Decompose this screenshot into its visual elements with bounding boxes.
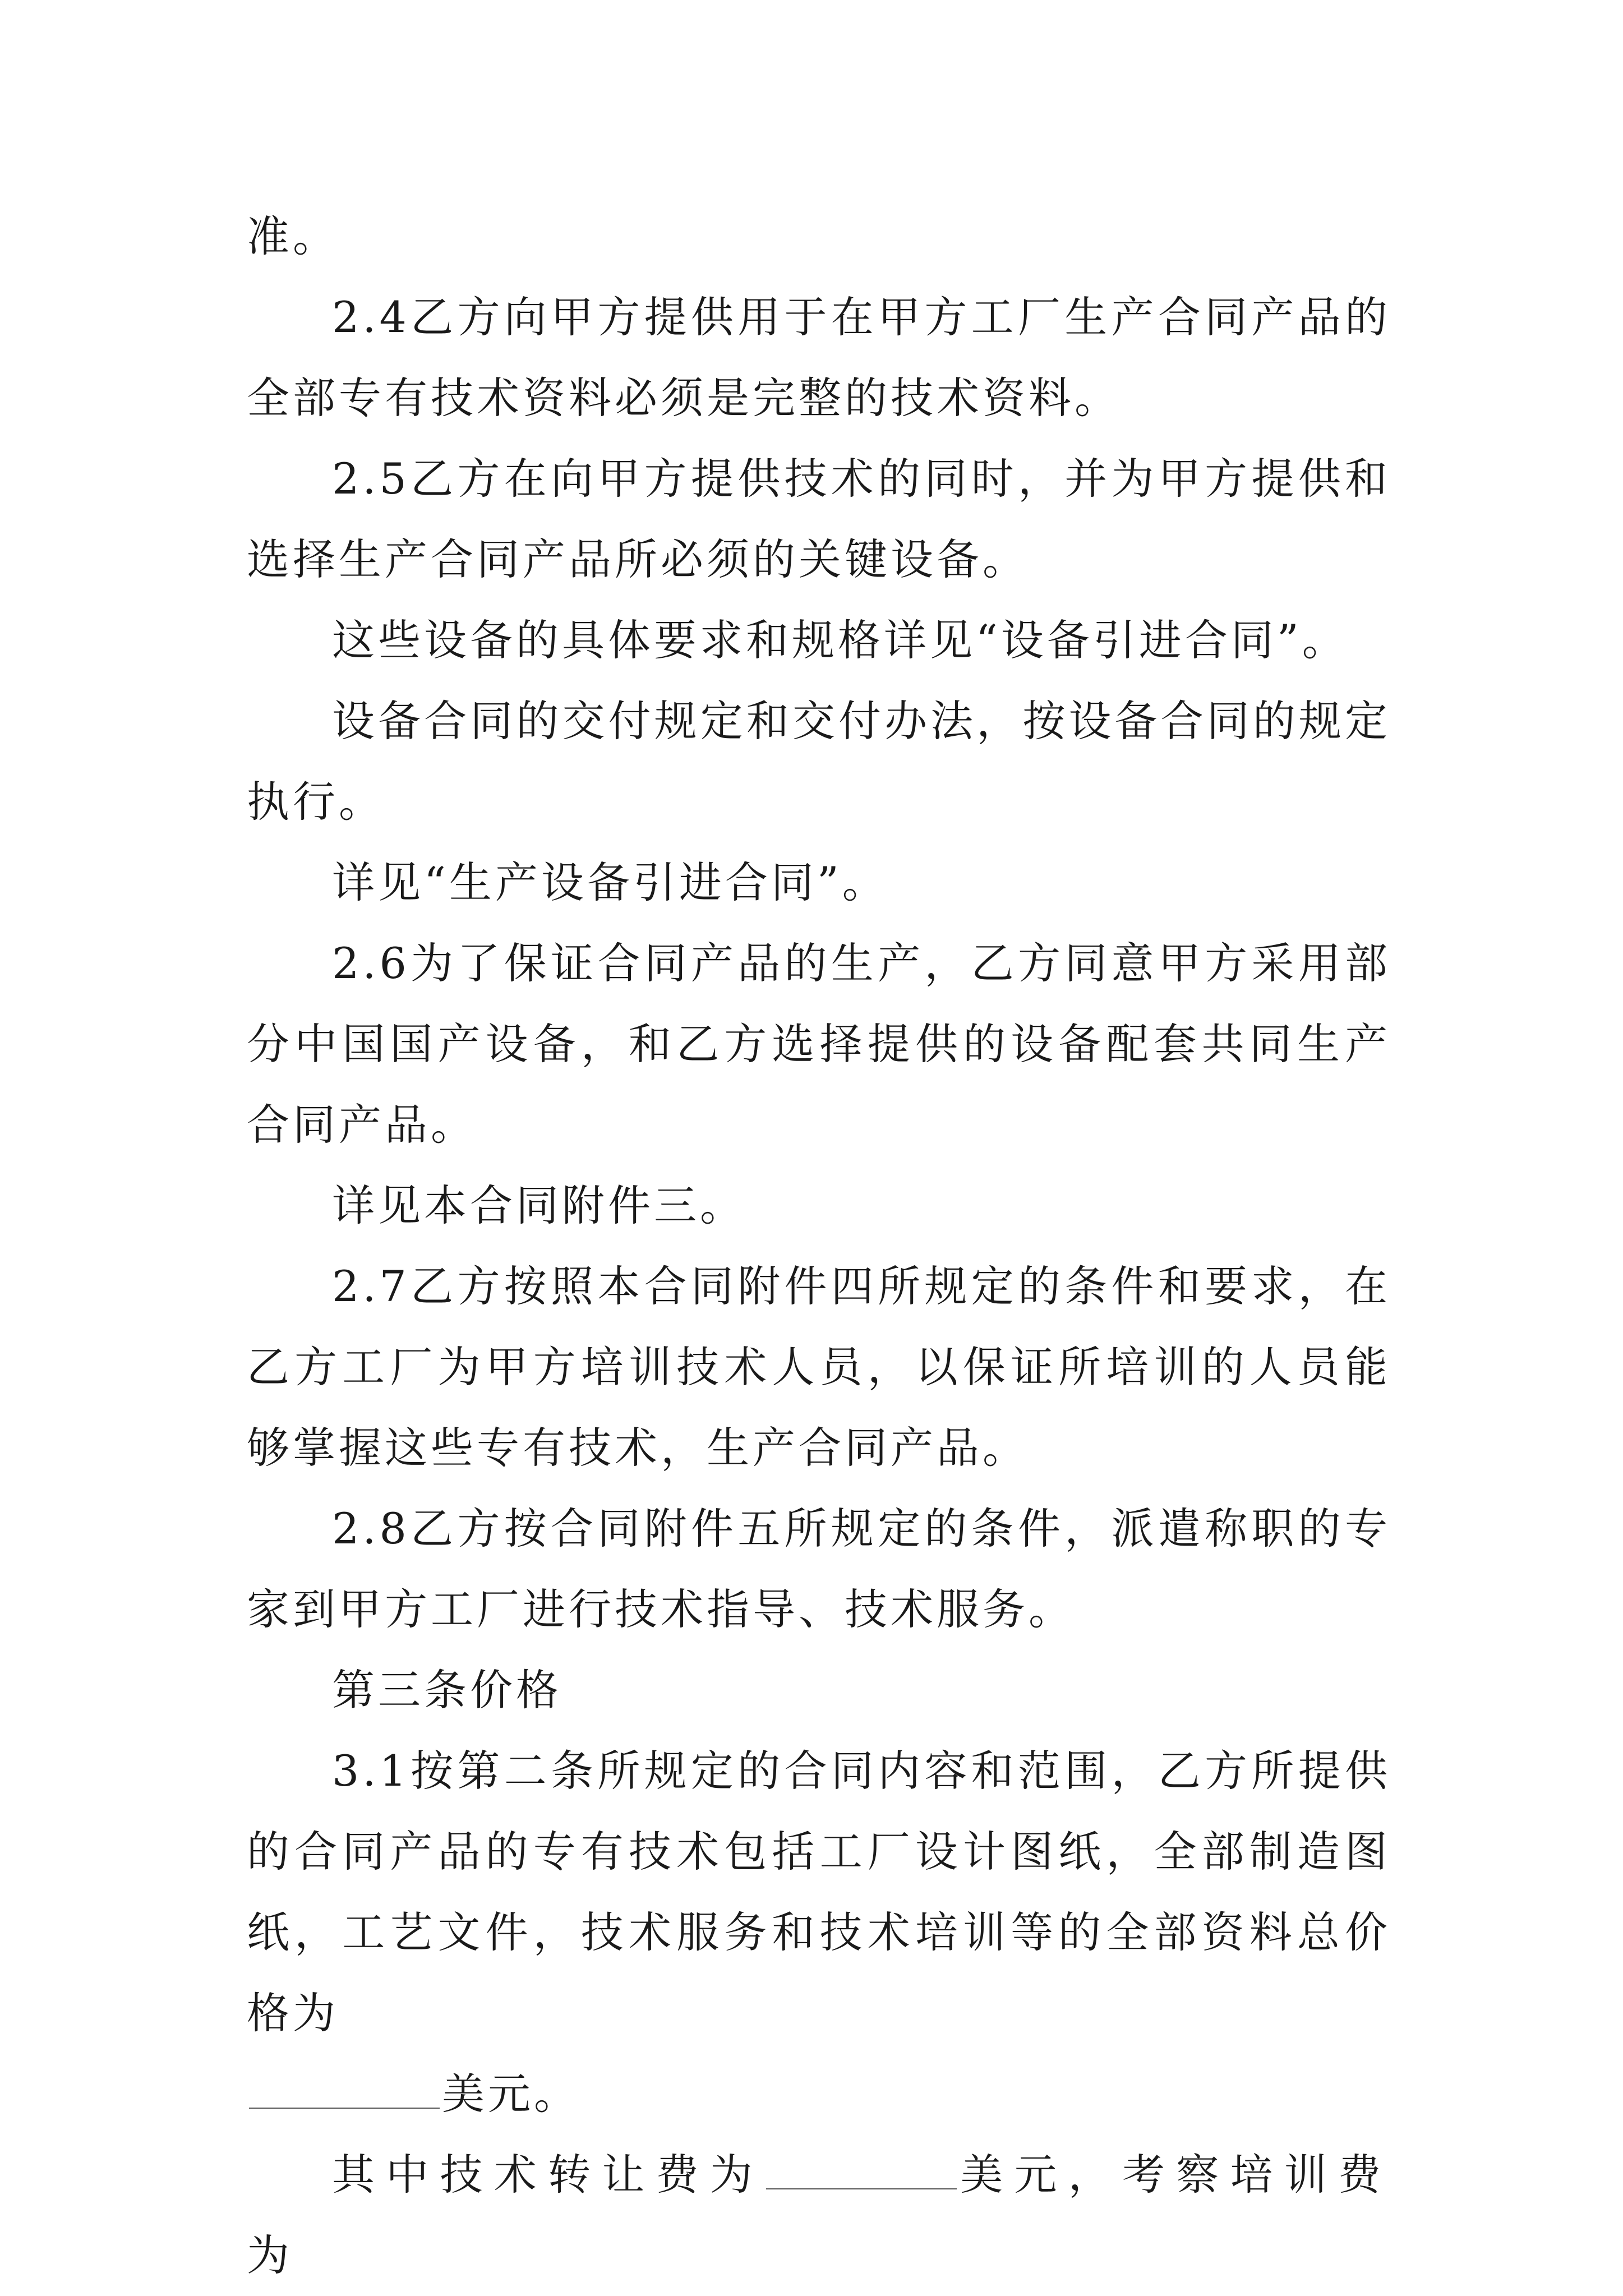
paragraph-2-6: 2.6为了保证合同产品的生产，乙方同意甲方采用部分中国国产设备，和乙方选择提供的设备配套共同生产合同产品。	[247, 938, 1391, 1150]
paragraph: 详见“生产设备引进合同”。	[332, 857, 888, 907]
price-unit: 美元。	[442, 2069, 580, 2119]
paragraph-3-1: 3.1按第二条所规定的合同内容和范围，乙方所提供的合同产品的专有技术包括工厂设计图纸，全部制造图纸，工艺文件，技术服务和技术培训等的全部资料总价格为	[247, 1746, 1391, 2038]
paragraph: 这些设备的具体要求和规格详见“设备引进合同”。	[332, 615, 1348, 665]
document-body	[247, 196, 1391, 2296]
price-line	[247, 2054, 1391, 2134]
fee-line	[247, 2134, 1391, 2296]
paragraph: 设备合同的交付规定和交付办法，按设备合同的规定执行。	[247, 696, 1391, 827]
paragraph-2-5: 2.5乙方在向甲方提供技术的同时，并为甲方提供和选择生产合同产品所必须的关键设备。	[247, 454, 1391, 584]
fee-prefix: 其中技术转让费为	[332, 2150, 764, 2200]
paragraph-2-8: 2.8乙方按合同附件五所规定的条件，派遣称职的专家到甲方工厂进行技术指导、技术服务。	[247, 1504, 1391, 1634]
paragraph: 详见本合同附件三。	[332, 1181, 746, 1230]
section-heading: 第三条价格	[332, 1665, 562, 1715]
price-blank[interactable]	[249, 2074, 440, 2109]
paragraph-2-7: 2.7乙方按照本合同附件四所规定的条件和要求，在乙方工厂为甲方培训技术人员，以保证所培训的人员能够掌握这些专有技术，生产合同产品。	[247, 1261, 1391, 1473]
fee-middle: 美元，考察培训费为	[247, 2150, 1391, 2280]
paragraph: 准。	[247, 211, 339, 261]
paragraph-2-4: 2.4乙方向甲方提供用于在甲方工厂生产合同产品的全部专有技术资料必须是完整的技术资料。	[247, 292, 1391, 423]
transfer-fee-blank[interactable]	[766, 2155, 957, 2189]
